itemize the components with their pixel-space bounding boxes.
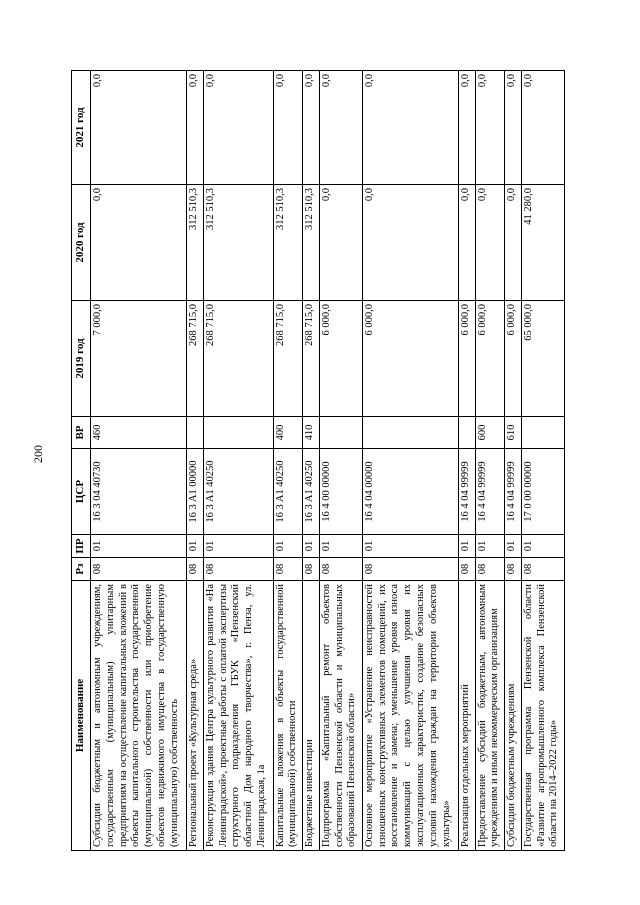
header-2020: 2020 год: [72, 185, 91, 301]
row-rz: 08: [187, 558, 203, 581]
row-2020: 0,0: [91, 185, 187, 301]
row-rz: 08: [319, 558, 362, 581]
row-rz: 08: [203, 558, 273, 581]
row-2021: 0,0: [303, 71, 319, 185]
row-vr: [521, 417, 564, 449]
row-rz: 08: [475, 558, 505, 581]
table-row: [362, 71, 458, 851]
row-name: Реконструкция здания Центра культурного развития «На Ленинградской», проектные работы с оплатой экспертизы структурного подразделения ГБУК «Пензенский областной Дом народного творчества», г. Пенза, ул. Ленинградская, 1а: [203, 581, 273, 851]
row-2020: 312 510,3: [187, 185, 203, 301]
row-pr: 01: [91, 535, 187, 558]
table-row: [459, 71, 475, 851]
row-pr: 01: [459, 535, 475, 558]
row-2020: 312 510,3: [303, 185, 319, 301]
row-vr: [459, 417, 475, 449]
row-pr: 01: [273, 535, 303, 558]
table-row: [91, 71, 187, 851]
row-csr: 16 3 A1 40250: [273, 449, 303, 535]
row-2020: 312 510,3: [273, 185, 303, 301]
row-2019: 65 000,0: [521, 301, 564, 417]
row-name: Предоставление субсидий бюджетным, автономным учреждениям и иным некоммерческим организациям: [475, 581, 505, 851]
row-name: Подпрограмма «Капитальный ремонт объектов собственности Пензенской области и муниципальных образований Пензенской области»: [319, 581, 362, 851]
row-vr: [362, 417, 458, 449]
row-2019: 268 715,0: [203, 301, 273, 417]
row-rz: 08: [459, 558, 475, 581]
row-2021: 0,0: [273, 71, 303, 185]
row-pr: 01: [187, 535, 203, 558]
row-2019: 6 000,0: [505, 301, 521, 417]
rotated-page-content: [71, 71, 565, 851]
row-vr: 460: [91, 417, 187, 449]
row-csr: 16 3 A1 40250: [203, 449, 273, 535]
row-2019: 268 715,0: [187, 301, 203, 417]
table-row: [319, 71, 362, 851]
header-name: Наименование: [72, 581, 91, 851]
row-vr: 600: [475, 417, 505, 449]
row-csr: 17 0 00 00000: [521, 449, 564, 535]
row-2021: 0,0: [521, 71, 564, 185]
row-vr: 610: [505, 417, 521, 449]
row-vr: 410: [303, 417, 319, 449]
row-rz: 08: [273, 558, 303, 581]
row-pr: 01: [521, 535, 564, 558]
row-2020: 0,0: [319, 185, 362, 301]
row-pr: 01: [475, 535, 505, 558]
row-rz: 08: [505, 558, 521, 581]
row-2020: 0,0: [475, 185, 505, 301]
row-vr: [319, 417, 362, 449]
row-2019: 6 000,0: [319, 301, 362, 417]
row-rz: 08: [303, 558, 319, 581]
row-pr: 01: [362, 535, 458, 558]
row-2019: 6 000,0: [459, 301, 475, 417]
row-2021: 0,0: [187, 71, 203, 185]
table-row: [203, 71, 273, 851]
row-2019: 7 000,0: [91, 301, 187, 417]
row-2020: 0,0: [505, 185, 521, 301]
row-2019: 268 715,0: [273, 301, 303, 417]
row-pr: 01: [505, 535, 521, 558]
row-2020: 41 280,0: [521, 185, 564, 301]
table-row: [505, 71, 521, 851]
row-2020: 312 510,3: [203, 185, 273, 301]
row-csr: 16 4 04 00000: [362, 449, 458, 535]
row-rz: 08: [362, 558, 458, 581]
row-2020: 0,0: [362, 185, 458, 301]
row-2019: 6 000,0: [362, 301, 458, 417]
row-name: Государственная программа Пензенской области «Развитие агропромышленного комплекса Пензенской области на 2014–2022 годы»: [521, 581, 564, 851]
row-2021: 0,0: [475, 71, 505, 185]
row-name: Основное мероприятие «Устранение неисправностей изношенных конструктивных элементов помещений, их восстановление и замена; уменьшение уровня износа коммуникаций с целью улучшения уровня их эксплуатационных характеристик, создание безопасных условий нахождения граждан на территории объектов культуры»: [362, 581, 458, 851]
table-row: [475, 71, 505, 851]
row-2021: 0,0: [91, 71, 187, 185]
row-2019: 6 000,0: [475, 301, 505, 417]
table-header-row: [72, 71, 91, 851]
row-pr: 01: [319, 535, 362, 558]
row-csr: 16 4 00 00000: [319, 449, 362, 535]
row-name: Субсидии бюджетным учреждениям: [505, 581, 521, 851]
row-csr: 16 4 04 99999: [475, 449, 505, 535]
row-vr: 400: [273, 417, 303, 449]
row-name: Субсидии бюджетным и автономным учреждениям, государственным (муниципальным) унитарным предприятиям на осуществление капитальных вложений в объекты капитального строительства государственной (муниципальной) собственности или приобретение объектов недвижимого имущества в государственную (муниципальную) собственность: [91, 581, 187, 851]
header-2021: 2021 год: [72, 71, 91, 185]
row-2021: 0,0: [203, 71, 273, 185]
page-number: 200: [31, 445, 45, 463]
row-pr: 01: [303, 535, 319, 558]
row-csr: 16 3 04 40730: [91, 449, 187, 535]
row-name: Региональный проект «Культурная среда»: [187, 581, 203, 851]
row-pr: 01: [203, 535, 273, 558]
row-2020: 0,0: [459, 185, 475, 301]
row-csr: 16 3 A1 00000: [187, 449, 203, 535]
table-row: [187, 71, 203, 851]
row-2021: 0,0: [319, 71, 362, 185]
header-rz: Рз: [72, 558, 91, 581]
row-name: Бюджетные инвестиции: [303, 581, 319, 851]
row-csr: 16 3 A1 40250: [303, 449, 319, 535]
row-name: Реализация отдельных мероприятий: [459, 581, 475, 851]
table-row: [273, 71, 303, 851]
budget-table: [71, 70, 565, 851]
row-2019: 268 715,0: [303, 301, 319, 417]
row-2021: 0,0: [505, 71, 521, 185]
row-rz: 08: [521, 558, 564, 581]
header-2019: 2019 год: [72, 301, 91, 417]
header-vr: ВР: [72, 417, 91, 449]
row-2021: 0,0: [459, 71, 475, 185]
row-vr: [187, 417, 203, 449]
row-2021: 0,0: [362, 71, 458, 185]
table-row: [303, 71, 319, 851]
row-name: Капитальные вложения в объекты государственной (муниципальной) собственности: [273, 581, 303, 851]
table-row: [521, 71, 564, 851]
row-csr: 16 4 04 99999: [459, 449, 475, 535]
row-vr: [203, 417, 273, 449]
row-csr: 16 4 04 99999: [505, 449, 521, 535]
header-pr: ПР: [72, 535, 91, 558]
row-rz: 08: [91, 558, 187, 581]
header-csr: ЦСР: [72, 449, 91, 535]
